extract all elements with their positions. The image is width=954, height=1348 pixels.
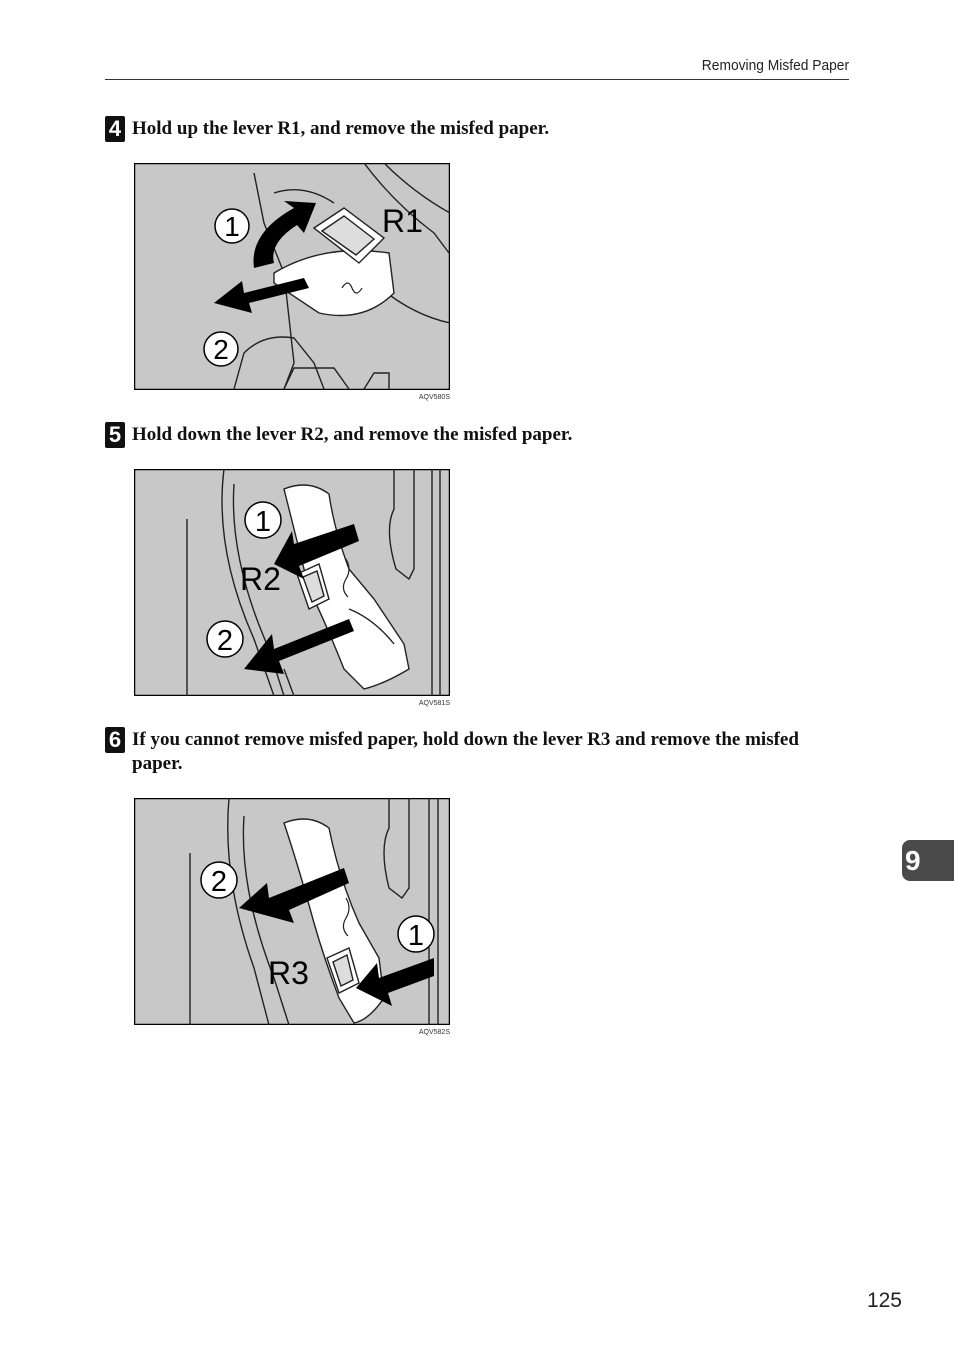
running-header: Removing Misfed Paper bbox=[701, 57, 849, 74]
figure-code: AQV582S bbox=[418, 1029, 450, 1036]
step-instruction: If you cannot remove misfed paper, hold down the lever R3 and remove the misfed paper. bbox=[132, 729, 799, 774]
step-instruction: Hold down the lever R2, and remove the misfed paper. bbox=[132, 424, 573, 445]
lever-r2-illustration bbox=[134, 469, 450, 696]
chapter-tab: 9 bbox=[902, 840, 954, 881]
lever-label: R1 bbox=[382, 203, 423, 239]
step-number: 4 bbox=[105, 116, 125, 142]
lever-label: R3 bbox=[268, 955, 309, 991]
figure-lever-r2 bbox=[134, 469, 450, 707]
figure-lever-r1 bbox=[134, 163, 450, 401]
step-instruction: Hold up the lever R1, and remove the misfed paper. bbox=[132, 118, 550, 139]
figure-code: AQV581S bbox=[418, 700, 450, 707]
callout-1: 1 bbox=[254, 506, 272, 538]
step-number: 5 bbox=[105, 422, 125, 448]
header-rule bbox=[105, 79, 849, 80]
callout-2: 2 bbox=[210, 866, 228, 898]
figure-code: AQV580S bbox=[418, 394, 450, 401]
lever-label: R2 bbox=[240, 561, 281, 597]
callout-2: 2 bbox=[213, 334, 229, 365]
lever-r1-illustration bbox=[134, 163, 450, 390]
lever-r3-illustration bbox=[134, 798, 450, 1025]
page-number: 125 bbox=[866, 1289, 902, 1312]
callout-1: 1 bbox=[224, 211, 240, 242]
callout-2: 2 bbox=[216, 625, 234, 657]
figure-lever-r3 bbox=[134, 798, 450, 1036]
step-number: 6 bbox=[105, 727, 125, 753]
callout-1: 1 bbox=[407, 920, 425, 952]
